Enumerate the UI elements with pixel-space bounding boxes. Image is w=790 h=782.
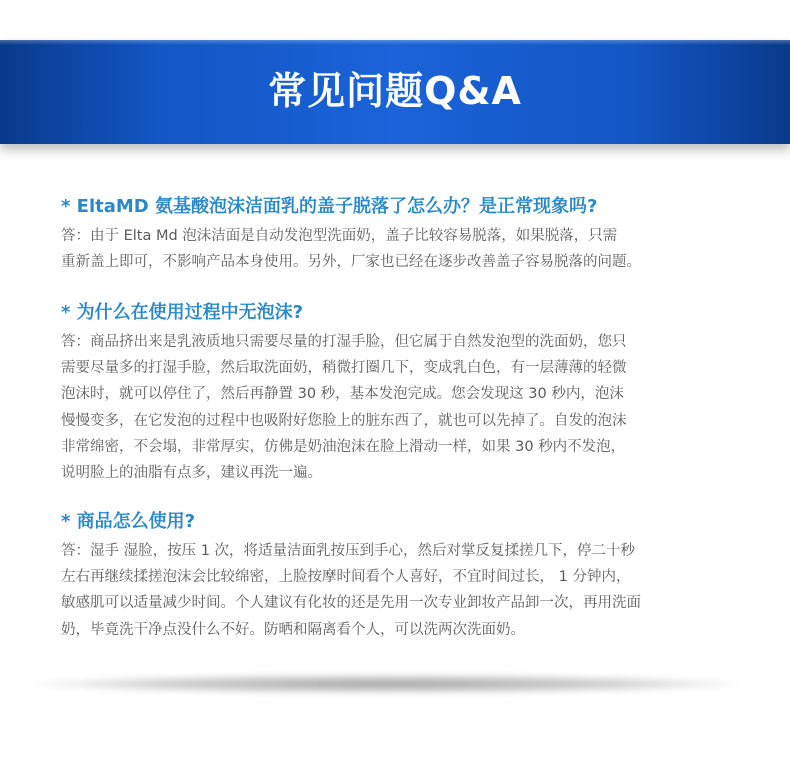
answer-line: 非常绵密，不会塌，非常厚实，仿佛是奶油泡沫在脸上滑动一样，如果 30 秒内不发泡， xyxy=(61,438,626,455)
answer-line: 左右再继续揉搓泡沫会比较绵密，上脸按摩时间看个人喜好，不宜时间过长， 1 分钟内， xyxy=(61,569,631,586)
page-title: 常见问题Q&A xyxy=(268,69,522,113)
faq-question: * 为什么在使用过程中无泡沫? xyxy=(61,302,304,323)
answer-line: 需要尽量多的打湿手脸，然后取洗面奶，稍微打圈几下，变成乳白色，有一层薄薄的轻微 xyxy=(61,360,627,377)
header-banner xyxy=(0,40,790,144)
faq-answer xyxy=(61,329,741,486)
answer-line: 泡沫时，就可以停住了，然后再静置 30 秒，基本发泡完成。您会发现这 30 秒内，泡沫 xyxy=(61,386,624,403)
answer-line: 奶，毕竟洗干净点没什么不好。防晒和隔离看个人，可以洗两次洗面奶。 xyxy=(61,621,525,638)
answer-line: 答：由于 Elta Md 泡沫洁面是自动发泡型洗面奶，盖子比较容易脱落，如果脱落，只需 xyxy=(61,228,618,244)
faq-question: * 商品怎么使用? xyxy=(61,511,196,532)
answer-line: 敏感肌可以适量减少时间。个人建议有化妆的还是先用一次专业卸妆产品卸一次，再用洗面 xyxy=(61,595,641,612)
faq-item-3 xyxy=(61,510,741,643)
section-shadow-divider xyxy=(28,674,746,694)
faq-item-2 xyxy=(61,301,741,486)
answer-line: 答：商品挤出来是乳液质地只需要尽量的打湿手脸，但它属于自然发泡型的洗面奶，您只 xyxy=(61,334,627,350)
answer-line: 答：湿手 湿脸，按压 1 次，将适量洁面乳按压到手心，然后对掌反复揉搓几下，停二十秒 xyxy=(61,543,636,559)
answer-line: 慢慢变多，在它发泡的过程中也吸附好您脸上的脏东西了，就也可以先掉了。自发的泡沫 xyxy=(61,412,627,429)
faq-item-1 xyxy=(61,195,741,275)
answer-line: 说明脸上的油脂有点多，建议再洗一遍。 xyxy=(61,465,322,482)
faq-answer xyxy=(61,538,741,643)
faq-question: * EltaMD 氨基酸泡沫洁面乳的盖子脱落了怎么办？是正常现象吗? xyxy=(61,196,598,217)
answer-line: 重新盖上即可，不影响产品本身使用。另外，厂家也已经在逐步改善盖子容易脱落的问题。 xyxy=(61,254,641,271)
faq-answer xyxy=(61,223,741,275)
